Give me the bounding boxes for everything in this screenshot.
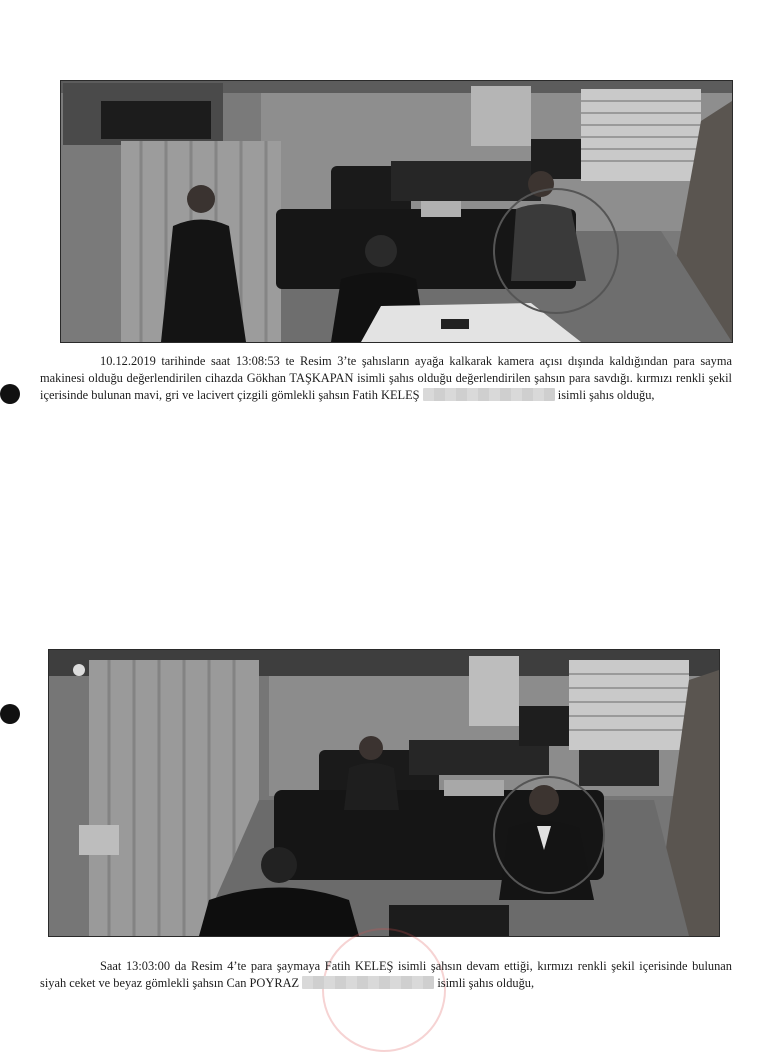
caption-1-text: 10.12.2019 tarihinde saat 13:08:53 te Resim 3’te şahısların ayağa kalkarak kamera açısı dışında kaldığından para sayma makinesi olduğu değerlendirilen cihazda Gökhan TAŞKAPAN isimli şahıs olduğu değerlendirilen şahsın para savdığı. kırmızı renkli şekil içerisinde bulunan mavi, gri ve lacivert çizgili gömlekli şahsın Fatih KELEŞ [40,354,732,402]
redaction-box [302,976,434,989]
caption-2-tail: isimli şahıs olduğu, [437,976,535,990]
caption-paragraph-1 [40,353,732,404]
caption-paragraph-2 [40,958,732,992]
caption-1-tail: isimli şahıs olduğu, [557,388,655,402]
redaction-box [423,388,555,401]
surveillance-photo-2 [48,649,720,937]
punch-hole-2 [0,704,20,724]
surveillance-photo-1 [60,80,733,343]
caption-2-text: Saat 13:03:00 da Resim 4’te para şaymaya Fatih KELEŞ isimli şahsın devam ettiği, kırmızı renkli şekil içerisinde bulunan siyah ceket ve beyaz gömlekli şahsın Can POYRAZ [40,959,732,990]
punch-hole-1 [0,384,20,404]
